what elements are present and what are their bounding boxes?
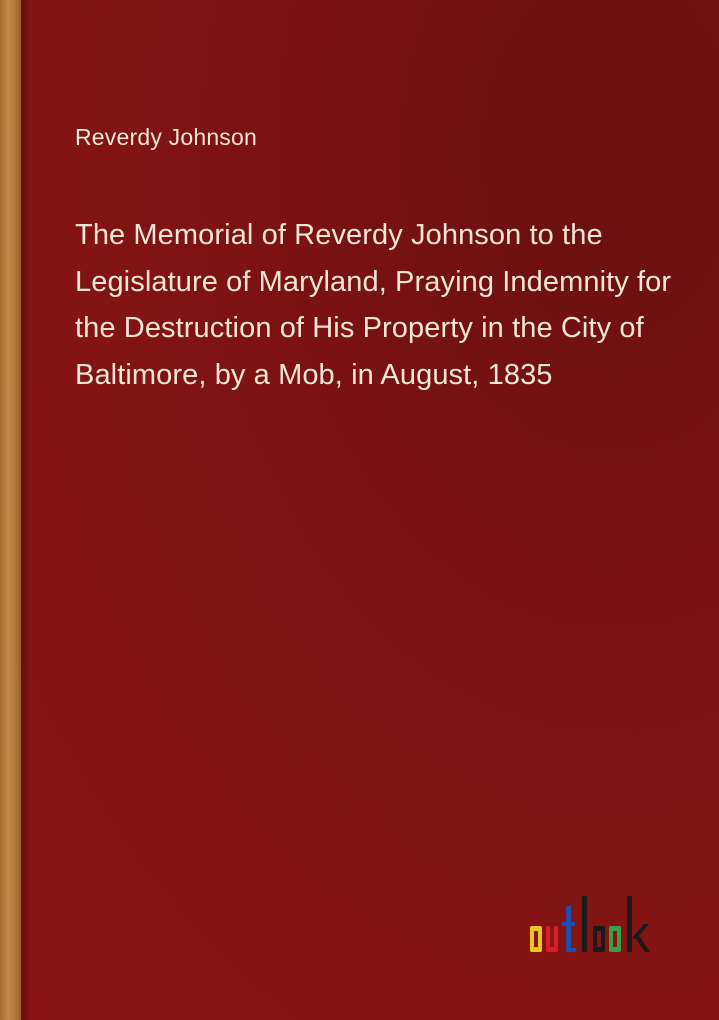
book-title: The Memorial of Reverdy Johnson to the Legislature of Maryland, Praying Indemnity for the Destruction of His Property in the City of Baltimore, by a Mob, in August, 1835 xyxy=(75,219,672,391)
publisher-logo xyxy=(528,892,656,956)
author-name: Reverdy Johnson xyxy=(75,124,257,150)
book-spine xyxy=(0,0,21,1020)
spine-shadow xyxy=(21,0,31,1020)
